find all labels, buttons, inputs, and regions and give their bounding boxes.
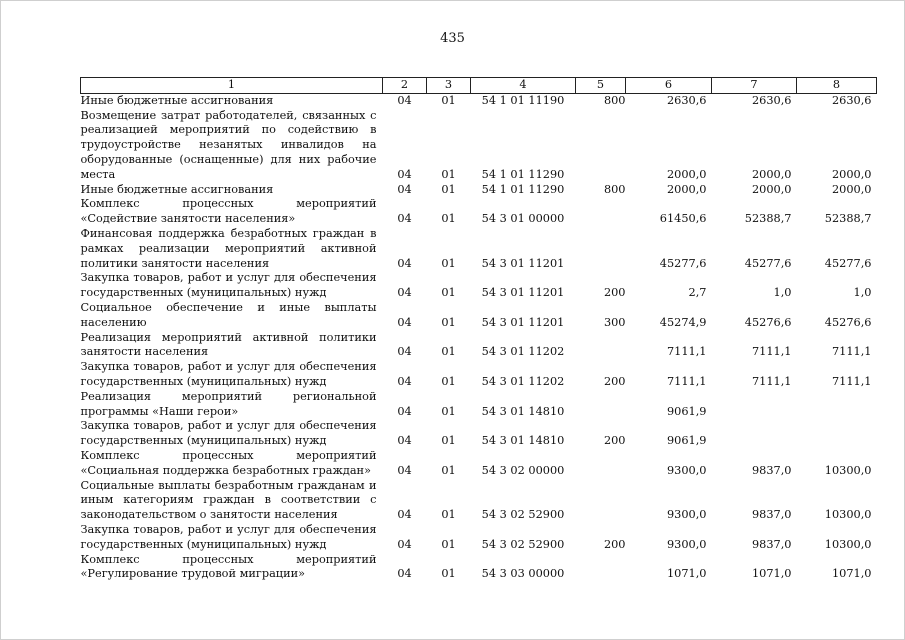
amount-year1-cell: 45277,6 (659, 256, 707, 270)
amount-year3-cell: 1,0 (853, 286, 872, 300)
row-name-cell: Комплекс процессных мероприятий «Социальная поддержка безработных граждан» (80, 448, 377, 477)
amount-year3-cell: 10300,0 (824, 508, 872, 522)
column-header: 2 (383, 78, 427, 94)
subsection-cell: 01 (441, 537, 456, 551)
row-name-cell: Закупка товаров, работ и услуг для обеспечения государственных (муниципальных) нужд (80, 360, 377, 388)
amount-year1-cell: 61450,6 (659, 212, 707, 226)
section-cell: 04 (397, 434, 412, 448)
section-cell: 04 (397, 508, 412, 522)
table-row (81, 227, 877, 271)
section-cell: 04 (397, 567, 412, 581)
amount-year2-cell: 9837,0 (751, 463, 792, 477)
target-article-cell: 54 3 01 11202 (481, 345, 565, 359)
amount-year2-cell: 45276,6 (744, 315, 792, 329)
section-cell: 04 (397, 212, 412, 226)
table-row (81, 331, 877, 361)
target-article-cell: 54 3 02 52900 (481, 508, 565, 522)
amount-year3-cell: 2630,6 (831, 93, 872, 107)
section-cell: 04 (397, 93, 412, 107)
table-row (81, 390, 877, 420)
amount-year3-cell: 7111,1 (831, 345, 872, 359)
expense-type-cell (576, 479, 626, 523)
expense-type-cell (576, 449, 626, 479)
subsection-cell: 01 (441, 508, 456, 522)
table-row (81, 419, 877, 449)
subsection-cell: 01 (441, 167, 456, 181)
expense-type-cell: 800 (603, 93, 626, 107)
row-name-cell: Реализация мероприятий активной политики занятости населения (80, 330, 377, 359)
target-article-cell: 54 3 01 14810 (481, 434, 565, 448)
table-row (81, 197, 877, 227)
amount-year1-cell: 9300,0 (666, 463, 707, 477)
section-cell: 04 (397, 256, 412, 270)
expense-type-cell (576, 553, 626, 583)
amount-year1-cell: 7111,1 (666, 374, 707, 388)
section-cell: 04 (397, 286, 412, 300)
row-name-cell: Закупка товаров, работ и услуг для обеспечения государственных (муниципальных) нужд (80, 522, 377, 551)
table-row (81, 271, 877, 301)
column-header: 5 (576, 78, 626, 94)
column-header: 3 (427, 78, 471, 94)
table-row (81, 523, 877, 553)
amount-year3-cell: 52388,7 (824, 212, 872, 226)
expense-type-cell: 300 (603, 315, 626, 329)
expense-type-cell (576, 390, 626, 420)
subsection-cell: 01 (441, 212, 456, 226)
amount-year2-cell: 45277,6 (744, 256, 792, 270)
amount-year3-cell: 7111,1 (831, 374, 872, 388)
row-name-cell: Закупка товаров, работ и услуг для обеспечения государственных (муниципальных) нужд (80, 271, 377, 300)
target-article-cell: 54 3 01 00000 (481, 212, 565, 226)
amount-year3-cell: 10300,0 (824, 537, 872, 551)
target-article-cell: 54 1 01 11190 (481, 93, 565, 107)
column-header: 1 (81, 78, 383, 94)
table-row (81, 449, 877, 479)
section-cell: 04 (397, 463, 412, 477)
row-name-cell: Возмещение затрат работодателей, связанных с реализацией мероприятий по содействию в трудоустройстве незанятых инвалидов на оборудованные (оснащенные) для них рабочие места (80, 108, 377, 181)
subsection-cell: 01 (441, 182, 456, 196)
subsection-cell: 01 (441, 404, 456, 418)
column-header: 4 (471, 78, 576, 94)
row-name-cell: Реализация мероприятий региональной программы «Наши герои» (80, 389, 377, 418)
subsection-cell: 01 (441, 374, 456, 388)
section-cell: 04 (397, 537, 412, 551)
section-cell: 04 (397, 167, 412, 181)
table-row (81, 93, 877, 108)
amount-year3-cell: 2000,0 (831, 182, 872, 196)
table-body (81, 93, 877, 582)
amount-year2-cell: 7111,1 (751, 374, 792, 388)
amount-year2-cell: 1,0 (773, 286, 792, 300)
target-article-cell: 54 3 01 11201 (481, 315, 565, 329)
amount-year2-cell: 52388,7 (744, 212, 792, 226)
expense-type-cell: 200 (603, 434, 626, 448)
amount-year2-cell: 2630,6 (751, 93, 792, 107)
expense-type-cell (576, 109, 626, 183)
amount-year3-cell: 1071,0 (831, 567, 872, 581)
row-name-cell: Иные бюджетные ассигнования (80, 93, 274, 107)
amount-year2-cell: 1071,0 (751, 567, 792, 581)
amount-year2-cell: 9837,0 (751, 537, 792, 551)
target-article-cell: 54 1 01 11290 (481, 182, 565, 196)
amount-year1-cell: 1071,0 (666, 567, 707, 581)
target-article-cell: 54 3 01 14810 (481, 404, 565, 418)
table-row (81, 109, 877, 183)
table-row (81, 553, 877, 583)
amount-year1-cell: 45274,9 (659, 315, 707, 329)
subsection-cell: 01 (441, 567, 456, 581)
target-article-cell: 54 3 01 11202 (481, 374, 565, 388)
amount-year1-cell: 2,7 (688, 286, 707, 300)
expense-type-cell: 200 (603, 286, 626, 300)
subsection-cell: 01 (441, 315, 456, 329)
expense-type-cell: 200 (603, 537, 626, 551)
amount-year1-cell: 9300,0 (666, 508, 707, 522)
row-name-cell: Социальное обеспечение и иные выплаты населению (80, 300, 377, 329)
table-row (81, 360, 877, 390)
section-cell: 04 (397, 182, 412, 196)
target-article-cell: 54 3 02 52900 (481, 537, 565, 551)
amount-year3-cell: 10300,0 (824, 463, 872, 477)
amount-year1-cell: 9061,9 (666, 404, 707, 418)
amount-year1-cell: 2630,6 (666, 93, 707, 107)
amount-year3-cell: 45277,6 (824, 256, 872, 270)
amount-year2-cell (712, 419, 797, 449)
row-name-cell: Комплекс процессных мероприятий «Содействие занятости населения» (80, 197, 377, 226)
row-name-cell: Социальные выплаты безработным гражданам и иным категориям граждан в соответствии с законодательством о занятости населения (80, 478, 377, 522)
target-article-cell: 54 3 01 11201 (481, 256, 565, 270)
table-row (81, 479, 877, 523)
amount-year2-cell (712, 390, 797, 420)
expense-type-cell (576, 227, 626, 271)
amount-year2-cell: 9837,0 (751, 508, 792, 522)
budget-table (80, 77, 877, 582)
table-header-row (81, 78, 877, 94)
amount-year3-cell: 2000,0 (831, 167, 872, 181)
section-cell: 04 (397, 404, 412, 418)
row-name-cell: Иные бюджетные ассигнования (80, 182, 274, 196)
target-article-cell: 54 3 03 00000 (481, 567, 565, 581)
subsection-cell: 01 (441, 256, 456, 270)
section-cell: 04 (397, 345, 412, 359)
section-cell: 04 (397, 374, 412, 388)
subsection-cell: 01 (441, 345, 456, 359)
column-header: 7 (712, 78, 797, 94)
amount-year1-cell: 2000,0 (666, 182, 707, 196)
expense-type-cell: 200 (603, 374, 626, 388)
amount-year1-cell: 9061,9 (666, 434, 707, 448)
subsection-cell: 01 (441, 93, 456, 107)
target-article-cell: 54 3 01 11201 (481, 286, 565, 300)
section-cell: 04 (397, 315, 412, 329)
subsection-cell: 01 (441, 286, 456, 300)
amount-year2-cell: 7111,1 (751, 345, 792, 359)
table-row (81, 183, 877, 198)
row-name-cell: Комплекс процессных мероприятий «Регулирование трудовой миграции» (80, 552, 377, 581)
column-header: 8 (797, 78, 877, 94)
amount-year3-cell: 45276,6 (824, 315, 872, 329)
subsection-cell: 01 (441, 434, 456, 448)
row-name-cell: Финансовая поддержка безработных граждан в рамках реализации мероприятий активной политики занятости населения (80, 226, 377, 270)
subsection-cell: 01 (441, 463, 456, 477)
amount-year2-cell: 2000,0 (751, 167, 792, 181)
expense-type-cell (576, 197, 626, 227)
expense-type-cell (576, 331, 626, 361)
amount-year3-cell (797, 390, 877, 420)
row-name-cell: Закупка товаров, работ и услуг для обеспечения государственных (муниципальных) нужд (80, 419, 377, 448)
target-article-cell: 54 3 02 00000 (481, 463, 565, 477)
amount-year2-cell: 2000,0 (751, 182, 792, 196)
target-article-cell: 54 1 01 11290 (481, 167, 565, 181)
amount-year1-cell: 2000,0 (666, 167, 707, 181)
table-row (81, 301, 877, 331)
expense-type-cell: 800 (603, 182, 626, 196)
column-header: 6 (626, 78, 712, 94)
amount-year1-cell: 9300,0 (666, 537, 707, 551)
amount-year1-cell: 7111,1 (666, 345, 707, 359)
page-number: 435 (440, 31, 465, 46)
amount-year3-cell (797, 419, 877, 449)
